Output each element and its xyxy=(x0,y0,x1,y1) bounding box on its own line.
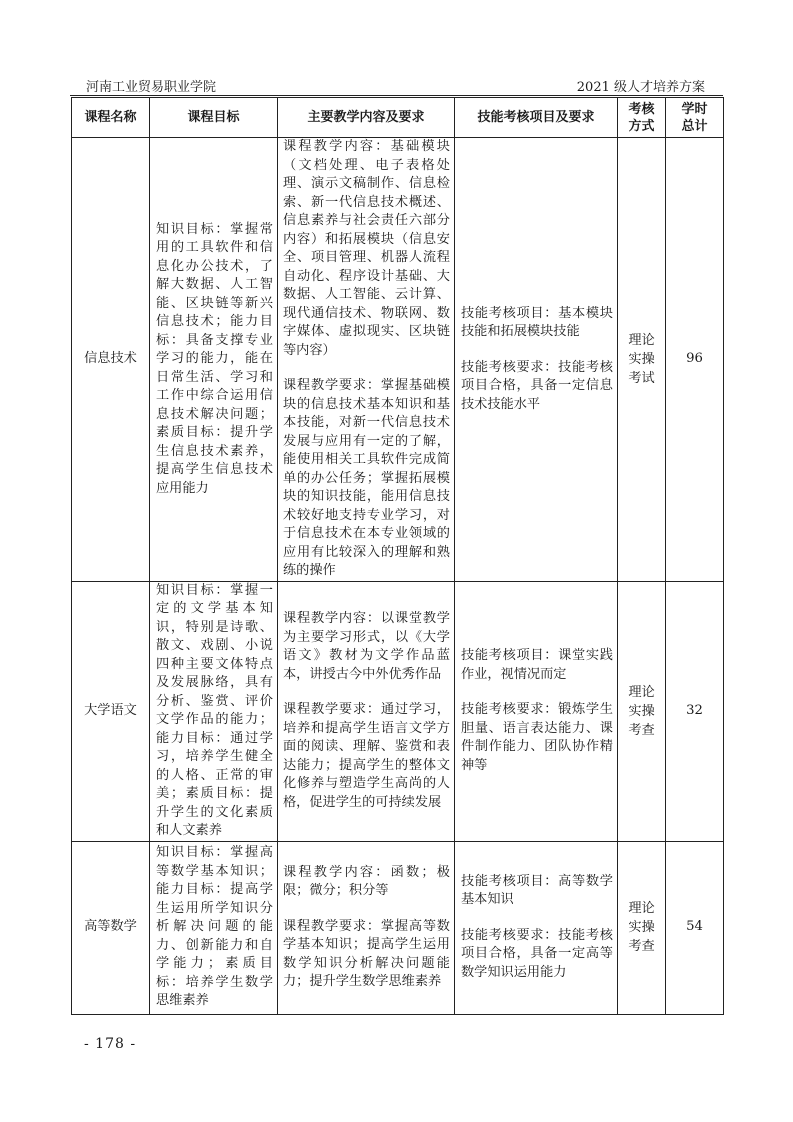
method-line: 实操 xyxy=(628,703,655,719)
page-number: - 178 - xyxy=(84,1036,137,1052)
course-name-cell: 信息技术 xyxy=(72,138,150,582)
assessment-method-cell xyxy=(618,138,666,582)
skill-cell xyxy=(455,841,618,1014)
col-header-hours-line1: 学时 xyxy=(681,101,708,117)
teaching-requirement: 课程教学要求：掌握高等数学基本知识；提高学生运用数学知识分析解决问题能力；提升学生数学思维素养 xyxy=(283,918,450,989)
header-plan-title: 2021 级人才培养方案 xyxy=(576,80,705,95)
skill-item: 技能考核项目：高等数学基本知识 xyxy=(461,873,613,908)
total-hours-cell: 32 xyxy=(666,581,724,841)
course-goal-cell: 知识目标：掌握常用的工具软件和信息化办公技术，了解大数据、人工智能、区块链等新兴信息技术；能力目标：具备支撑专业学习的能力，能在日常生活、学习和工作中综合运用信息技术解决问题；素质目标：提升学生信息技术素养，提高学生信息技术应用能力 xyxy=(150,138,278,582)
course-goal-cell: 知识目标：掌握一定的文学基本知识，特别是诗歌、散文、戏剧、小说四种主要文体特点及发展脉络，具有分析、鉴赏、评价文学作品的能力；能力目标：通过学习，培养学生健全的人格、正常的审美；素质目标：提升学生的文化素质和人文素养 xyxy=(150,581,278,841)
skill-requirement: 技能考核要求：技能考核项目合格，具备一定高等数学知识运用能力 xyxy=(461,927,613,980)
course-name-cell: 高等数学 xyxy=(72,841,150,1014)
method-line: 理论 xyxy=(628,332,655,348)
skill-cell xyxy=(455,581,618,841)
skill-item: 技能考核项目：课堂实践作业，视情况而定 xyxy=(461,648,613,682)
method-line: 考查 xyxy=(628,722,655,738)
col-header-course-name: 课程名称 xyxy=(72,98,150,138)
assessment-method-cell xyxy=(618,581,666,841)
method-line: 理论 xyxy=(628,901,655,916)
table-row xyxy=(72,138,724,582)
total-hours-cell: 96 xyxy=(666,138,724,582)
curriculum-table xyxy=(71,97,724,1015)
header-divider xyxy=(70,95,723,96)
method-line: 实操 xyxy=(628,351,655,367)
table-header-row xyxy=(72,98,724,138)
col-header-method-line1: 考核 xyxy=(628,101,655,117)
course-goal-cell: 知识目标：掌握高等数学基本知识；能力目标：提高学生运用所学知识分析解决问题的能力、创新能力和自学能力；素质目标：培养学生数学思维素养 xyxy=(150,841,278,1014)
teaching-content: 课程教学内容：函数；极限；微分；积分等 xyxy=(283,864,450,898)
col-header-method xyxy=(618,98,666,138)
total-hours-cell: 54 xyxy=(666,841,724,1014)
method-line: 实操 xyxy=(628,920,655,935)
content-cell xyxy=(278,841,455,1014)
teaching-requirement: 课程教学要求：掌握基础模块的信息技术基本知识和基本技能，对新一代信息技术发展与应用有一定的了解，能使用相关工具软件完成简单的办公任务；掌握拓展模块的知识技能，能用信息技术较好地支持专业学习，对于信息技术在本专业领域的应用有比较深入的理解和熟练的操作 xyxy=(283,378,450,578)
col-header-course-goal: 课程目标 xyxy=(150,98,278,138)
skill-requirement: 技能考核要求：技能考核项目合格，具备一定信息技术技能水平 xyxy=(461,359,613,412)
table-row xyxy=(72,581,724,841)
table-row xyxy=(72,841,724,1014)
teaching-requirement: 课程教学要求：通过学习，培养和提高学生语言文学方面的阅读、理解、鉴赏和表达能力；提高学生的整体文化修养与塑造学生高尚的人格，促进学生的可持续发展 xyxy=(283,702,450,810)
col-header-hours-line2: 总计 xyxy=(681,118,708,134)
skill-cell xyxy=(455,138,618,582)
content-cell xyxy=(278,581,455,841)
col-header-method-line2: 方式 xyxy=(628,118,655,134)
skill-item: 技能考核项目：基本模块技能和拓展模块技能 xyxy=(461,305,613,339)
col-header-hours xyxy=(666,98,724,138)
header-school-name: 河南工业贸易职业学院 xyxy=(86,80,217,95)
method-line: 理论 xyxy=(628,684,655,700)
skill-requirement: 技能考核要求：锻炼学生胆量、语言表达能力、课件制作能力、团队协作精神等 xyxy=(461,702,613,773)
method-line: 考试 xyxy=(628,370,655,386)
col-header-skill: 技能考核项目及要求 xyxy=(455,98,618,138)
content-cell xyxy=(278,138,455,582)
assessment-method-cell xyxy=(618,841,666,1014)
teaching-content: 课程教学内容：以课堂教学为主要学习形式，以《大学语文》教材为文学作品蓝本，讲授古今中外优秀作品 xyxy=(283,611,450,682)
teaching-content: 课程教学内容：基础模块（文档处理、电子表格处理、演示文稿制作、信息检索、新一代信息技术概述、信息素养与社会责任六部分内容）和拓展模块（信息安全、项目管理、机器人流程自动化、程序设计基础、大数据、人工智能、云计算、现代通信技术、物联网、数字媒体、虚拟现实、区块链等内容） xyxy=(283,139,450,358)
method-line: 考查 xyxy=(628,939,655,954)
course-name-cell: 大学语文 xyxy=(72,581,150,841)
col-header-content: 主要教学内容及要求 xyxy=(278,98,455,138)
